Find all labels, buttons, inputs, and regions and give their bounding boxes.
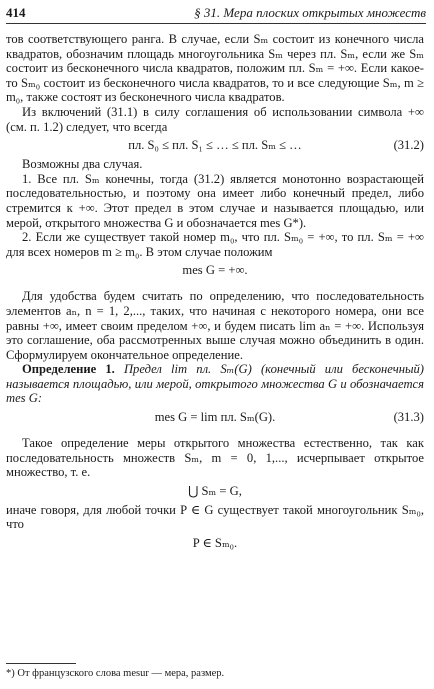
equation-31-2-number: (31.2) — [393, 138, 424, 153]
equation-31-3-number: (31.3) — [393, 410, 424, 425]
equation-mes-infinity-formula: mes G = +∞. — [182, 263, 248, 278]
equation-member — [6, 536, 424, 551]
definition-1 — [6, 362, 424, 406]
equation-member-formula: P ∈ Sₘ₀. — [192, 536, 238, 551]
equation-union — [6, 484, 424, 499]
header-rule — [6, 23, 426, 24]
paragraph-case-1: 1. Все пл. Sₘ конечны, тогда (31.2) является монотонно возрастающей последовательностью, и поэтому она имеет либо конечный предел, либо стремится к +∞. Этот предел в этом случае и называется площадью, или мерой, открытого множества G и обозначается mes G*). — [6, 171, 424, 230]
spacer — [6, 429, 424, 436]
equation-union-formula: ⋃ Sₘ = G, — [188, 483, 242, 498]
spacer — [6, 282, 424, 289]
running-title: § 31. Мера плоских открытых множеств — [194, 5, 426, 20]
footnote-rule — [6, 663, 76, 664]
equation-31-3 — [6, 410, 424, 425]
definition-label: Определение 1. — [22, 362, 115, 377]
paragraph-continuation: тов соответствующего ранга. В случае, если Sₘ состоит из конечного числа квадратов, обозначим площадь многоугольника Sₘ через пл. Sₘ, если же Sₘ состоит из бесконечного числа квадратов, положим пл. Sₘ = +∞. Если какое-то Sₘ₀ состоит из бесконечного числа квадратов, то и все следующие Sₘ, m ≥ m₀, также состоят из бесконечного числа квадратов. — [6, 32, 424, 105]
paragraph-case-2: 2. Если же существует такой номер m₀, что пл. Sₘ₀ = +∞, то пл. Sₘ = +∞ для всех номеров m ≥ m₀. В этом случае положим — [6, 230, 424, 259]
equation-31-2 — [6, 138, 424, 153]
paragraph-natural: Такое определение меры открытого множества естественно, так как последовательность множеств Sₘ, m = 0, 1,..., исчерпывает открытое множество, т. е. — [6, 436, 424, 480]
paragraph-two-cases: Возможны два случая. — [22, 157, 143, 172]
paragraph-convention: Для удобства будем считать по определению, что последовательность элементов aₙ, n = 1, 2,..., таких, что начиная с некоторого номера, они все равны +∞, имеет своим пределом +∞, и будем писать lim aₙ = +∞. Используя это соглашение, оба рассмотренных выше случая можно объединить в один. Сформулируем окончательное определение. — [6, 289, 424, 362]
footnote: *) От французского слова mesur — мера, размер. — [6, 668, 225, 679]
equation-31-2-formula: пл. S₀ ≤ пл. S₁ ≤ … ≤ пл. Sₘ ≤ … — [128, 138, 302, 153]
body-text — [6, 32, 424, 555]
page-header — [6, 3, 426, 25]
page-number: 414 — [6, 5, 26, 20]
equation-31-3-formula: mes G = lim пл. Sₘ(G). — [154, 410, 276, 425]
definition-text: Предел lim пл. Sₘ(G) (конечный или бесконечный) называется площадью, или мерой, открытого множества G и обозначается mes G: — [6, 362, 425, 406]
equation-mes-infinity — [6, 263, 424, 278]
paragraph-inclusions: Из включений (31.1) в силу соглашения об использовании символа +∞ (см. п. 1.2) следует, что всегда — [6, 104, 424, 134]
paragraph-otherwise: иначе говоря, для любой точки P ∈ G существует такой многоугольник Sₘ₀, что — [6, 502, 424, 532]
